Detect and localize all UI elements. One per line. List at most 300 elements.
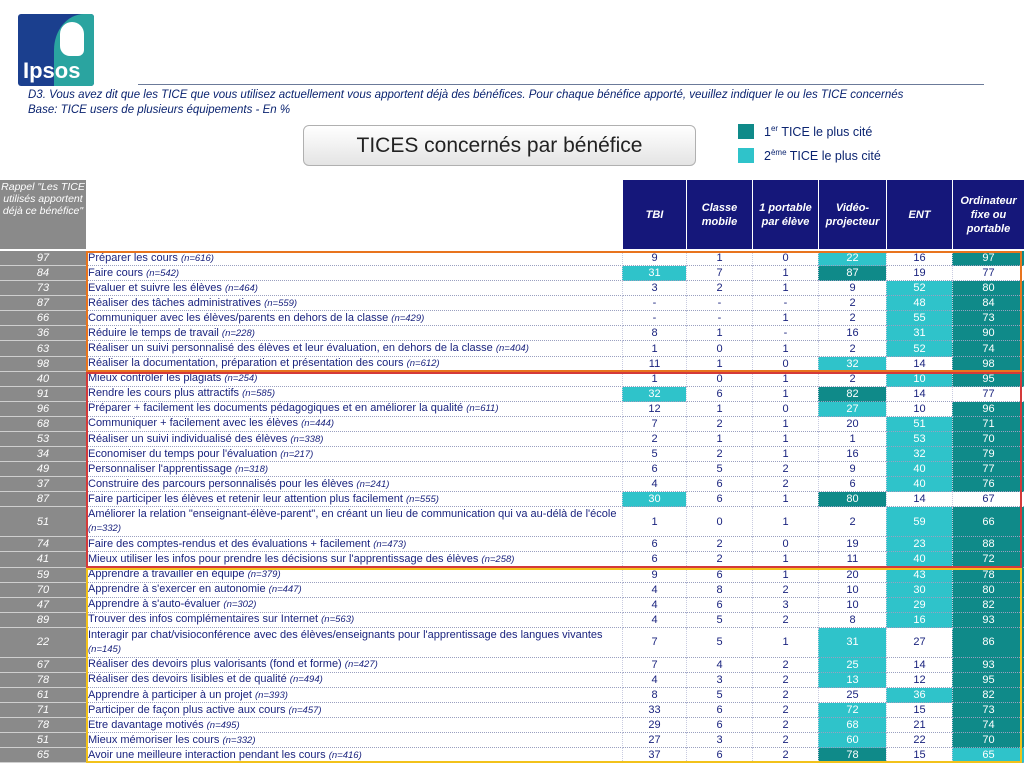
value-cell: 5 [622, 447, 686, 462]
label-header [86, 180, 622, 249]
value-cell: 6 [686, 703, 752, 718]
table-row [0, 251, 1024, 266]
sample-size: (n=559) [264, 297, 298, 309]
value-cell: 6 [622, 462, 686, 477]
legend-label-second: 2ème TICE le plus cité [764, 148, 881, 164]
benefit-label: Apprendre à travailler en équipe (n=379) [87, 568, 621, 583]
sample-size: (n=473) [373, 538, 407, 550]
value-cell: 5 [686, 462, 752, 477]
rappel-value: 78 [0, 673, 86, 688]
sample-size: (n=302) [223, 599, 257, 611]
rappel-value: 97 [0, 251, 86, 266]
value-cell: 16 [818, 447, 886, 462]
sample-size: (n=332) [222, 734, 256, 746]
table-row [0, 552, 1024, 567]
value-cell: 31 [622, 266, 686, 281]
value-cell: 8 [622, 688, 686, 703]
rappel-value: 66 [0, 311, 86, 326]
value-cell: 6 [686, 387, 752, 402]
value-cell: 7 [622, 628, 686, 658]
benefit-label: Communiquer avec les élèves/parents en dehors de la classe (n=429) [87, 311, 621, 326]
sample-size: (n=495) [206, 719, 240, 731]
benefit-label: Etre davantage motivés (n=495) [87, 718, 621, 733]
value-cell: 6 [686, 568, 752, 583]
value-cell: 80 [818, 492, 886, 507]
base-line: Base: TICE users de plusieurs équipements - En % [28, 104, 291, 116]
value-cell: 6 [686, 598, 752, 613]
value-cell: 95 [952, 372, 1024, 387]
benefit-label: Mieux utiliser les infos pour prendre les décisions sur l'apprentissage des élèves (n=258) [87, 552, 621, 567]
rappel-value: 70 [0, 583, 86, 598]
sample-size: (n=494) [289, 674, 323, 686]
value-cell: - [686, 296, 752, 311]
value-cell: 78 [952, 568, 1024, 583]
value-cell: 2 [818, 372, 886, 387]
sample-size: (n=145) [88, 643, 122, 655]
value-cell: 2 [752, 748, 818, 763]
value-cell: 2 [752, 718, 818, 733]
rappel-value: 61 [0, 688, 86, 703]
value-cell: 3 [752, 598, 818, 613]
value-cell: 3 [686, 733, 752, 748]
value-cell: 20 [818, 568, 886, 583]
value-cell: 2 [752, 462, 818, 477]
value-cell: 9 [818, 281, 886, 296]
value-cell: 1 [752, 432, 818, 447]
sample-size: (n=254) [224, 373, 258, 385]
value-cell: 14 [886, 492, 952, 507]
value-cell: - [686, 311, 752, 326]
table-row [0, 703, 1024, 718]
value-cell: 2 [686, 537, 752, 552]
value-cell: 6 [686, 477, 752, 492]
table-row [0, 357, 1024, 372]
value-cell: 1 [752, 266, 818, 281]
value-cell: 1 [752, 372, 818, 387]
value-cell: 90 [952, 326, 1024, 341]
logo-text: Ipsos [23, 58, 81, 83]
value-cell: 1 [752, 447, 818, 462]
column-header: Ordinateur fixe ou portable [952, 180, 1024, 249]
value-cell: - [622, 296, 686, 311]
value-cell: 43 [886, 568, 952, 583]
benefit-label: Réaliser des devoirs lisibles et de qualité (n=494) [87, 673, 621, 688]
value-cell: 82 [952, 598, 1024, 613]
value-cell: - [752, 326, 818, 341]
value-cell: 25 [818, 688, 886, 703]
value-cell: 2 [818, 296, 886, 311]
value-cell: 20 [818, 417, 886, 432]
rappel-value: 36 [0, 326, 86, 341]
value-cell: 6 [622, 537, 686, 552]
value-cell: 70 [952, 733, 1024, 748]
value-cell: 23 [886, 537, 952, 552]
value-cell: 19 [818, 537, 886, 552]
value-cell: 3 [622, 281, 686, 296]
rappel-value: 49 [0, 462, 86, 477]
sample-size: (n=228) [221, 327, 255, 339]
sample-size: (n=393) [254, 689, 288, 701]
sample-size: (n=555) [405, 493, 439, 505]
value-cell: 1 [622, 372, 686, 387]
value-cell: 11 [622, 357, 686, 372]
table-row [0, 492, 1024, 507]
value-cell: 6 [686, 748, 752, 763]
value-cell: 1 [752, 492, 818, 507]
value-cell: 14 [886, 387, 952, 402]
value-cell: 72 [818, 703, 886, 718]
sample-size: (n=616) [180, 252, 214, 264]
value-cell: 27 [622, 733, 686, 748]
value-cell: 48 [886, 296, 952, 311]
sample-size: (n=404) [495, 343, 529, 355]
value-cell: 98 [952, 357, 1024, 372]
value-cell: 0 [686, 372, 752, 387]
value-cell: 4 [622, 613, 686, 628]
value-cell: 78 [818, 748, 886, 763]
rappel-value: 96 [0, 402, 86, 417]
table-row [0, 477, 1024, 492]
table-row [0, 507, 1024, 537]
value-cell: 1 [752, 341, 818, 356]
value-cell: 32 [886, 447, 952, 462]
value-cell: 10 [818, 583, 886, 598]
value-cell: 40 [886, 462, 952, 477]
value-cell: - [752, 296, 818, 311]
value-cell: 2 [752, 733, 818, 748]
rappel-value: 87 [0, 492, 86, 507]
value-cell: 80 [952, 583, 1024, 598]
value-cell: 0 [752, 537, 818, 552]
sample-size: (n=217) [280, 448, 314, 460]
value-cell: 29 [886, 598, 952, 613]
value-cell: 0 [752, 357, 818, 372]
value-cell: 1 [686, 432, 752, 447]
value-cell: 76 [952, 477, 1024, 492]
rappel-value: 41 [0, 552, 86, 567]
sample-size: (n=241) [356, 478, 390, 490]
value-cell: 2 [686, 552, 752, 567]
value-cell: 8 [622, 326, 686, 341]
rappel-value: 53 [0, 432, 86, 447]
legend-swatch-second [738, 148, 754, 163]
table-row [0, 673, 1024, 688]
value-cell: 40 [886, 552, 952, 567]
value-cell: 40 [886, 477, 952, 492]
value-cell: 19 [886, 266, 952, 281]
table-row [0, 568, 1024, 583]
legend-label-first: 1er TICE le plus cité [764, 124, 873, 140]
table-row [0, 537, 1024, 552]
benefit-label: Réaliser des devoirs plus valorisants (fond et forme) (n=427) [87, 658, 621, 673]
benefit-label: Préparer les cours (n=616) [87, 251, 621, 266]
value-cell: 79 [952, 447, 1024, 462]
benefit-label: Réaliser un suivi individualisé des élèves (n=338) [87, 432, 621, 447]
value-cell: 2 [752, 688, 818, 703]
value-cell: 84 [952, 296, 1024, 311]
value-cell: 4 [622, 673, 686, 688]
table-row [0, 432, 1024, 447]
value-cell: 2 [752, 703, 818, 718]
value-cell: 2 [752, 477, 818, 492]
rappel-value: 40 [0, 372, 86, 387]
value-cell: 4 [622, 583, 686, 598]
benefit-label: Réaliser un suivi personnalisé des élèves et leur évaluation, en dehors de la classe (n=404) [87, 341, 621, 356]
table-row [0, 266, 1024, 281]
rappel-value: 89 [0, 613, 86, 628]
value-cell: 16 [886, 613, 952, 628]
value-cell: 6 [686, 718, 752, 733]
value-cell: 15 [886, 748, 952, 763]
value-cell: 71 [952, 417, 1024, 432]
column-header: TBI [622, 180, 686, 249]
question-text [28, 88, 988, 118]
value-cell: 30 [886, 583, 952, 598]
rappel-value: 47 [0, 598, 86, 613]
value-cell: 88 [952, 537, 1024, 552]
value-cell: 22 [886, 733, 952, 748]
rappel-value: 71 [0, 703, 86, 718]
value-cell: 1 [622, 507, 686, 537]
value-cell: 32 [622, 387, 686, 402]
sample-size: (n=612) [406, 358, 440, 370]
benefit-label: Evaluer et suivre les élèves (n=464) [87, 281, 621, 296]
rappel-value: 63 [0, 341, 86, 356]
value-cell: 2 [752, 673, 818, 688]
value-cell: 93 [952, 613, 1024, 628]
sample-size: (n=379) [247, 569, 281, 581]
value-cell: 95 [952, 673, 1024, 688]
value-cell: 96 [952, 402, 1024, 417]
value-cell: 10 [886, 402, 952, 417]
table-row [0, 402, 1024, 417]
question-line: D3. Vous avez dit que les TICE que vous utilisez actuellement vous apportent déjà des bénéfices. Pour chaque bénéfice apporté, veuillez indiquer le ou les TICE concernés [28, 89, 904, 101]
value-cell: 7 [686, 266, 752, 281]
value-cell: 82 [818, 387, 886, 402]
sample-size: (n=318) [235, 463, 269, 475]
value-cell: 36 [886, 688, 952, 703]
value-cell: 0 [752, 251, 818, 266]
rappel-value: 91 [0, 387, 86, 402]
value-cell: 1 [686, 402, 752, 417]
sample-size: (n=457) [288, 704, 322, 716]
value-cell: 1 [752, 387, 818, 402]
value-cell: 4 [686, 658, 752, 673]
table-row [0, 628, 1024, 658]
value-cell: - [622, 311, 686, 326]
table-row [0, 718, 1024, 733]
value-cell: 15 [886, 703, 952, 718]
value-cell: 1 [686, 326, 752, 341]
value-cell: 87 [818, 266, 886, 281]
benefit-label: Avoir une meilleure interaction pendant les cours (n=416) [87, 748, 621, 763]
benefit-label: Faire cours (n=542) [87, 266, 621, 281]
value-cell: 30 [622, 492, 686, 507]
value-cell: 7 [622, 417, 686, 432]
sample-size: (n=338) [290, 433, 324, 445]
benefit-label: Apprendre à s'exercer en autonomie (n=447) [87, 583, 621, 598]
value-cell: 72 [952, 552, 1024, 567]
value-cell: 70 [952, 432, 1024, 447]
value-cell: 4 [622, 477, 686, 492]
value-cell: 1 [686, 251, 752, 266]
value-cell: 6 [686, 492, 752, 507]
table-row [0, 417, 1024, 432]
value-cell: 9 [622, 251, 686, 266]
value-cell: 68 [818, 718, 886, 733]
table-row [0, 733, 1024, 748]
rappel-value: 65 [0, 748, 86, 763]
value-cell: 2 [818, 341, 886, 356]
rappel-value: 68 [0, 417, 86, 432]
rappel-value: 67 [0, 658, 86, 673]
sample-size: (n=563) [321, 614, 355, 626]
sample-size: (n=611) [466, 403, 499, 415]
value-cell: 2 [686, 281, 752, 296]
value-cell: 4 [622, 598, 686, 613]
value-cell: 77 [952, 266, 1024, 281]
value-cell: 7 [622, 658, 686, 673]
benefit-label: Réduire le temps de travail (n=228) [87, 326, 621, 341]
value-cell: 1 [818, 432, 886, 447]
table-row [0, 311, 1024, 326]
value-cell: 97 [952, 251, 1024, 266]
value-cell: 66 [952, 507, 1024, 537]
value-cell: 2 [818, 311, 886, 326]
value-cell: 67 [952, 492, 1024, 507]
benefit-label: Rendre les cours plus attractifs (n=585) [87, 387, 621, 402]
value-cell: 1 [752, 507, 818, 537]
sample-size: (n=416) [328, 749, 362, 761]
sample-size: (n=585) [242, 388, 276, 400]
column-header: Classe mobile [686, 180, 752, 249]
table-row [0, 296, 1024, 311]
table-row [0, 613, 1024, 628]
rappel-value: 59 [0, 568, 86, 583]
sample-size: (n=429) [391, 312, 425, 324]
benefit-label: Apprendre à participer à un projet (n=393) [87, 688, 621, 703]
benefit-label: Communiquer + facilement avec les élèves (n=444) [87, 417, 621, 432]
benefit-label: Construire des parcours personnalisés pour les élèves (n=241) [87, 477, 621, 492]
value-cell: 2 [818, 507, 886, 537]
value-cell: 10 [886, 372, 952, 387]
table-row [0, 688, 1024, 703]
value-cell: 51 [886, 417, 952, 432]
value-cell: 5 [686, 688, 752, 703]
table-row [0, 598, 1024, 613]
header-divider [138, 84, 984, 85]
value-cell: 1 [752, 281, 818, 296]
value-cell: 12 [622, 402, 686, 417]
value-cell: 2 [752, 658, 818, 673]
sample-size: (n=444) [301, 418, 335, 430]
value-cell: 2 [752, 583, 818, 598]
value-cell: 37 [622, 748, 686, 763]
sample-size: (n=464) [224, 282, 258, 294]
column-header: Vidéo-projecteur [818, 180, 886, 249]
value-cell: 1 [752, 568, 818, 583]
column-header: ENT [886, 180, 952, 249]
value-cell: 9 [818, 462, 886, 477]
value-cell: 86 [952, 628, 1024, 658]
value-cell: 9 [622, 568, 686, 583]
value-cell: 31 [818, 628, 886, 658]
table-row [0, 387, 1024, 402]
value-cell: 32 [818, 357, 886, 372]
table-row [0, 583, 1024, 598]
benefit-label: Améliorer la relation "enseignant-élève-parent", en créant un lieu de communication qui va au-délà de l'école (n=332) [87, 507, 621, 537]
value-cell: 77 [952, 387, 1024, 402]
value-cell: 52 [886, 341, 952, 356]
value-cell: 27 [886, 628, 952, 658]
benefit-label: Faire des comptes-rendus et des évaluations + facilement (n=473) [87, 537, 621, 552]
value-cell: 8 [818, 613, 886, 628]
value-cell: 33 [622, 703, 686, 718]
value-cell: 31 [886, 326, 952, 341]
value-cell: 1 [622, 341, 686, 356]
table-row [0, 326, 1024, 341]
value-cell: 73 [952, 703, 1024, 718]
value-cell: 0 [686, 341, 752, 356]
benefit-label: Participer de façon plus active aux cours (n=457) [87, 703, 621, 718]
value-cell: 1 [752, 417, 818, 432]
value-cell: 22 [818, 251, 886, 266]
value-cell: 1 [752, 311, 818, 326]
rappel-value: 22 [0, 628, 86, 658]
value-cell: 59 [886, 507, 952, 537]
benefit-label: Personnaliser l'apprentissage (n=318) [87, 462, 621, 477]
value-cell: 73 [952, 311, 1024, 326]
benefit-label: Interagir par chat/visioconférence avec des élèves/enseignants pour l'apprentissage des langues vivantes (n=145) [87, 628, 621, 658]
benefit-label: Mieux contrôler les plagiats (n=254) [87, 372, 621, 387]
rappel-value: 51 [0, 507, 86, 537]
benefit-label: Réaliser la documentation, préparation et présentation des cours (n=612) [87, 357, 621, 372]
rappel-value: 37 [0, 477, 86, 492]
benefit-label: Préparer + facilement les documents pédagogiques et en améliorer la qualité (n=611) [87, 402, 621, 417]
sample-size: (n=332) [88, 523, 122, 535]
value-cell: 53 [886, 432, 952, 447]
value-cell: 16 [886, 251, 952, 266]
table-row [0, 372, 1024, 387]
table-row [0, 462, 1024, 477]
value-cell: 29 [622, 718, 686, 733]
value-cell: 1 [752, 552, 818, 567]
value-cell: 0 [686, 507, 752, 537]
value-cell: 3 [686, 673, 752, 688]
value-cell: 16 [818, 326, 886, 341]
value-cell: 74 [952, 341, 1024, 356]
rappel-value: 87 [0, 296, 86, 311]
value-cell: 25 [818, 658, 886, 673]
ipsos-logo [18, 14, 94, 86]
value-cell: 2 [686, 447, 752, 462]
logo-head-icon [60, 22, 84, 56]
value-cell: 5 [686, 613, 752, 628]
value-cell: 8 [686, 583, 752, 598]
benefit-label: Mieux mémoriser les cours (n=332) [87, 733, 621, 748]
rappel-value: 34 [0, 447, 86, 462]
value-cell: 11 [818, 552, 886, 567]
sample-size: (n=258) [481, 553, 515, 565]
chart-title: TICES concernés par bénéfice [303, 125, 696, 166]
rappel-value: 98 [0, 357, 86, 372]
value-cell: 60 [818, 733, 886, 748]
value-cell: 27 [818, 402, 886, 417]
value-cell: 74 [952, 718, 1024, 733]
benefit-label: Trouver des infos complémentaires sur Internet (n=563) [87, 613, 621, 628]
rappel-value: 78 [0, 718, 86, 733]
column-header: 1 portable par élève [752, 180, 818, 249]
